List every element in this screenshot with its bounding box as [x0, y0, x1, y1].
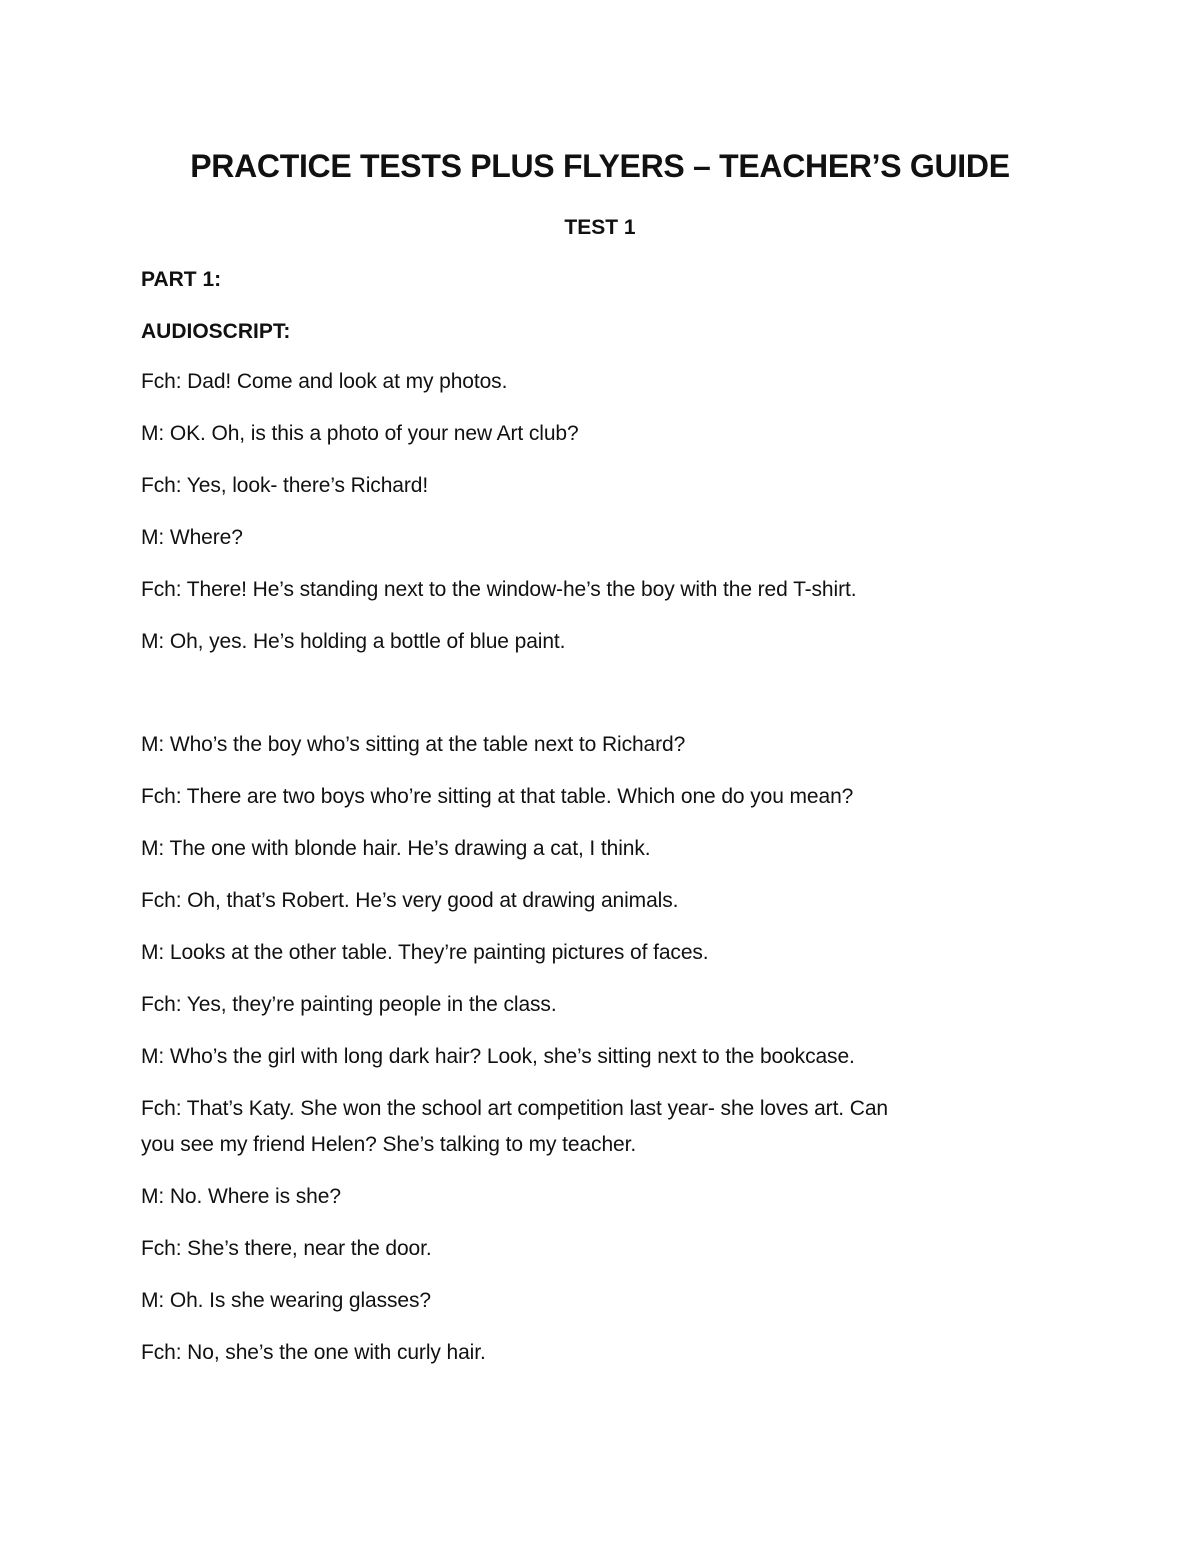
dialogue-line: M: Where?	[141, 526, 243, 549]
dialogue-line: Fch: Yes, look- there’s Richard!	[141, 474, 429, 497]
dialogue-line: Fch: That’s Katy. She won the school art competition last year- she loves art. Can	[141, 1097, 889, 1120]
dialogue-line: M: Who’s the boy who’s sitting at the table next to Richard?	[141, 733, 686, 756]
document-title: PRACTICE TESTS PLUS FLYERS – TEACHER’S GUIDE	[190, 148, 1010, 184]
dialogue-line: M: Oh. Is she wearing glasses?	[141, 1289, 431, 1312]
audioscript-heading: AUDIOSCRIPT:	[141, 320, 291, 343]
dialogue-line: M: No. Where is she?	[141, 1185, 341, 1208]
dialogue-line: M: Oh, yes. He’s holding a bottle of blue paint.	[141, 630, 566, 653]
dialogue-line: Fch: Yes, they’re painting people in the class.	[141, 993, 557, 1016]
dialogue-line: M: Looks at the other table. They’re painting pictures of faces.	[141, 941, 709, 964]
dialogue-line: Fch: There! He’s standing next to the window-he’s the boy with the red T-shirt.	[141, 578, 857, 601]
part-heading: PART 1:	[141, 268, 222, 291]
dialogue-line: Fch: There are two boys who’re sitting at that table. Which one do you mean?	[141, 785, 854, 808]
dialogue-line: you see my friend Helen? She’s talking to my teacher.	[141, 1133, 637, 1156]
dialogue-line: M: Who’s the girl with long dark hair? Look, she’s sitting next to the bookcase.	[141, 1045, 855, 1068]
dialogue-line: Fch: Dad! Come and look at my photos.	[141, 370, 508, 393]
dialogue-line: Fch: She’s there, near the door.	[141, 1237, 432, 1260]
dialogue-line: M: OK. Oh, is this a photo of your new Art club?	[141, 422, 579, 445]
test-heading: TEST 1	[564, 216, 636, 239]
dialogue-line: Fch: No, she’s the one with curly hair.	[141, 1341, 486, 1364]
dialogue-line: Fch: Oh, that’s Robert. He’s very good at drawing animals.	[141, 889, 679, 912]
dialogue-line: M: The one with blonde hair. He’s drawing a cat, I think.	[141, 837, 651, 860]
